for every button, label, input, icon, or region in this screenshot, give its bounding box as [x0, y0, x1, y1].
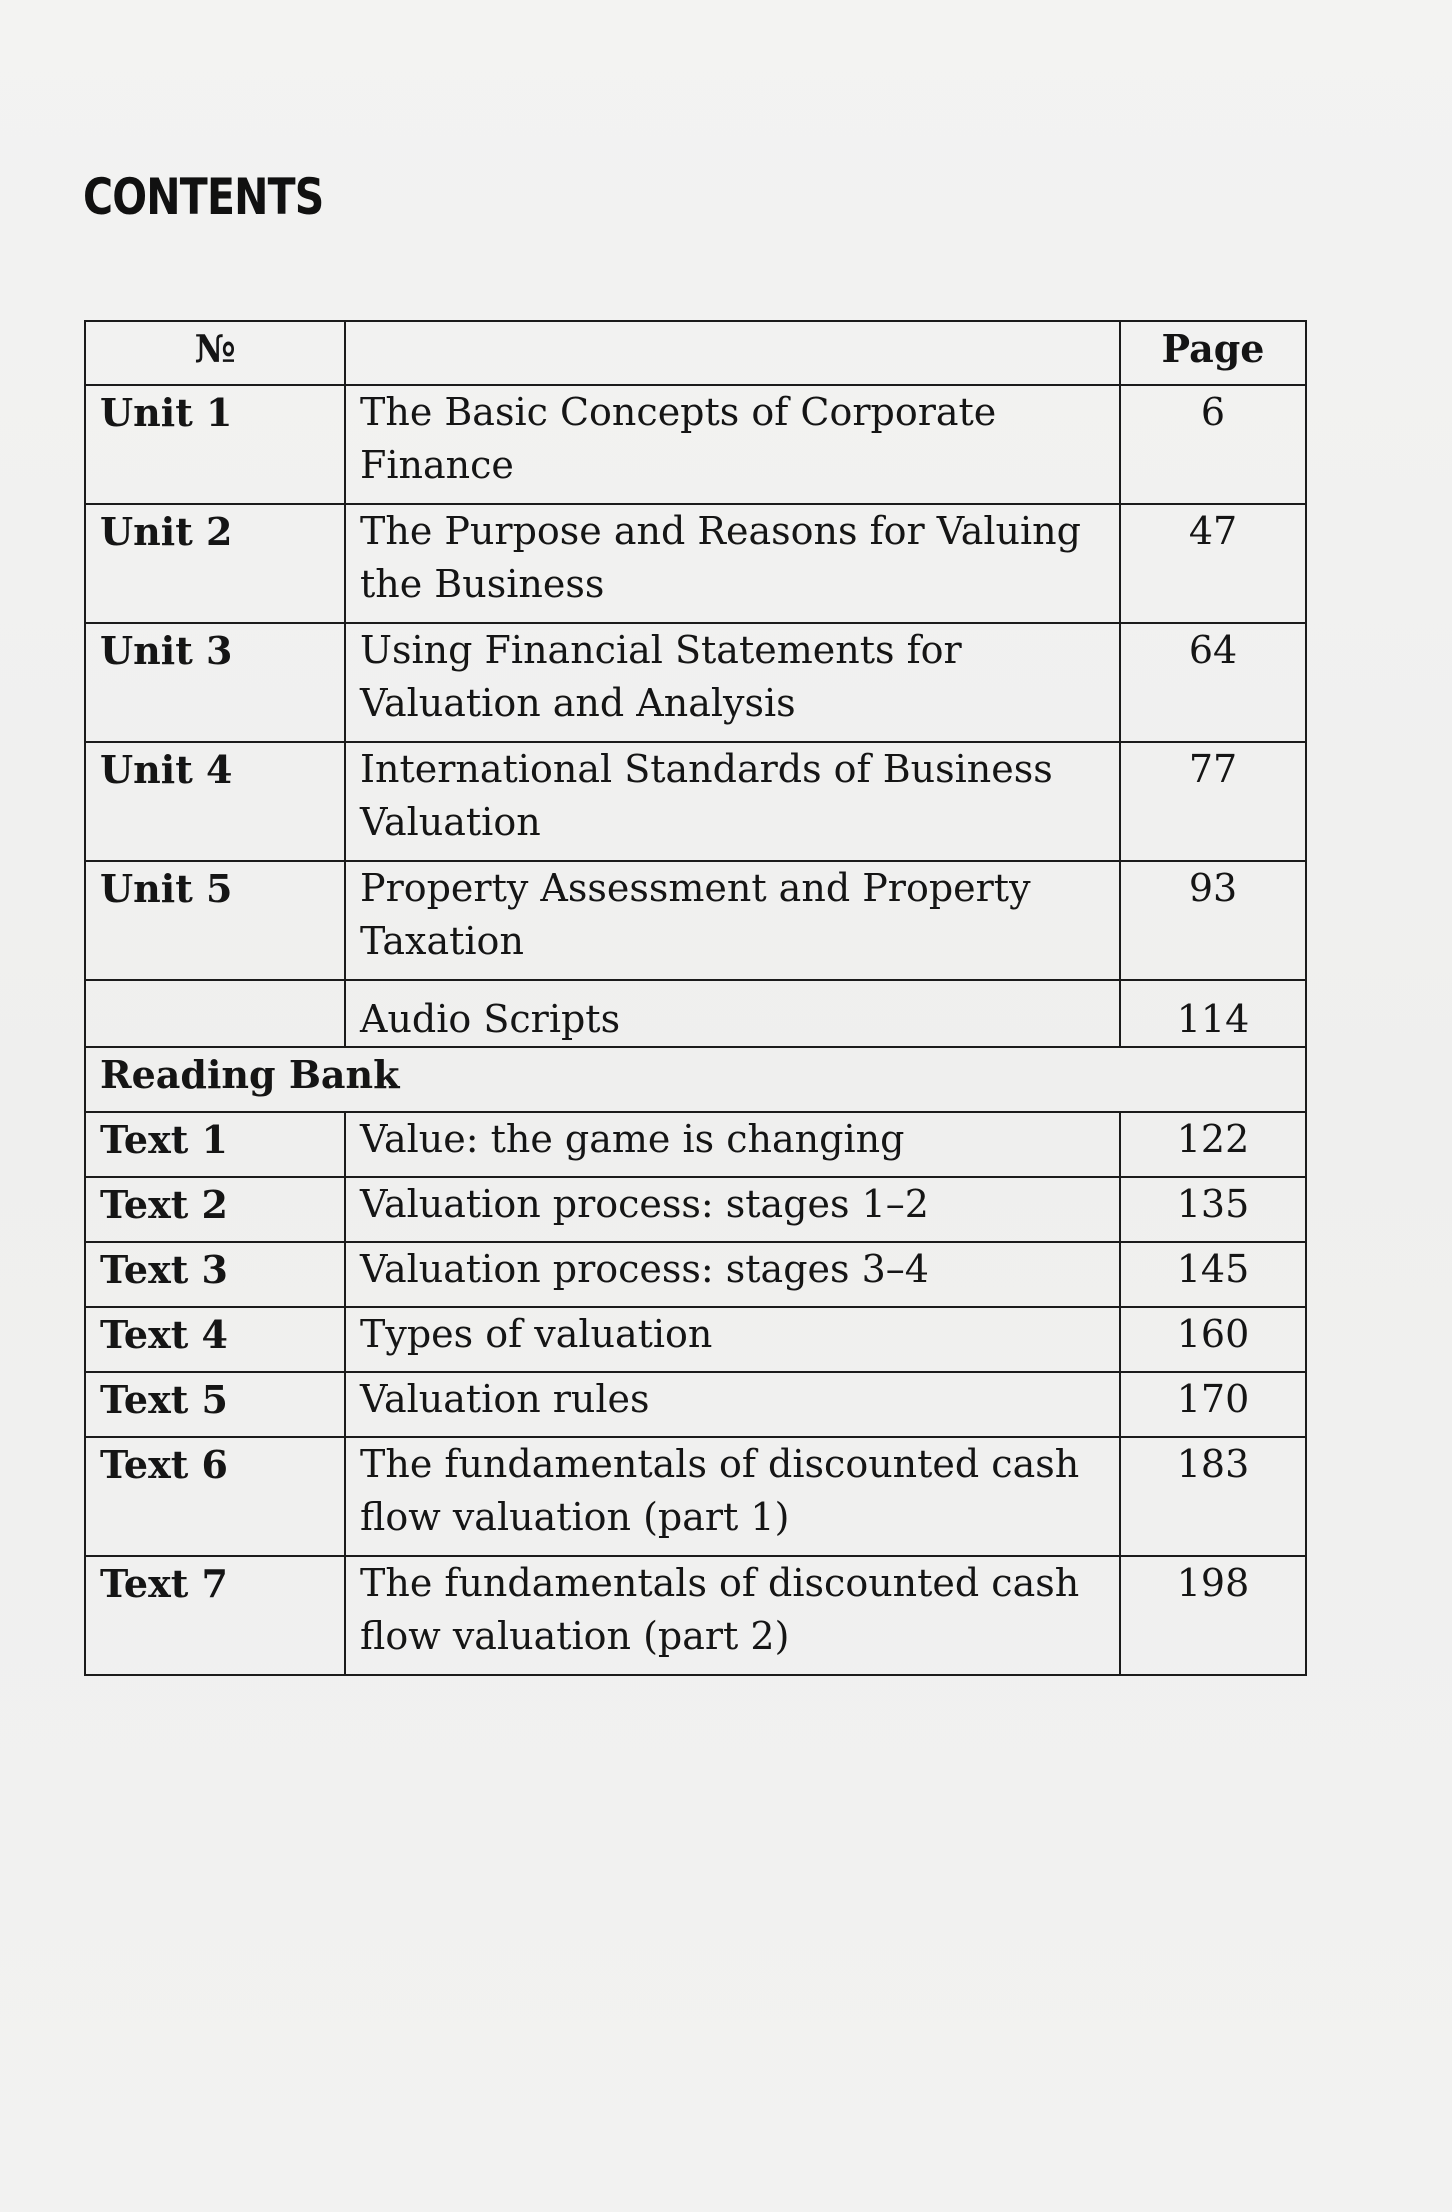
row-page: 170 [1120, 1372, 1306, 1437]
row-title: Value: the game is changing [345, 1112, 1120, 1177]
row-title: The Basic Concepts of Corporate Finance [345, 385, 1120, 504]
header-title [345, 321, 1120, 385]
row-title: The Purpose and Reasons for Valuing the Business [345, 504, 1120, 623]
row-label: Text 5 [85, 1372, 345, 1437]
table-row[interactable] [85, 742, 1306, 861]
table-row[interactable] [85, 1242, 1306, 1307]
row-title: Using Financial Statements for Valuation and Analysis [345, 623, 1120, 742]
row-title: Valuation process: stages 3–4 [345, 1242, 1120, 1307]
row-title: The fundamentals of discounted cash flow valuation (part 1) [345, 1437, 1120, 1556]
row-label [85, 980, 345, 1047]
row-title: Property Assessment and Property Taxation [345, 861, 1120, 980]
row-title: Valuation rules [345, 1372, 1120, 1437]
row-label: Unit 2 [85, 504, 345, 623]
section-row [85, 1047, 1306, 1112]
table-header-row [85, 321, 1306, 385]
row-label: Text 2 [85, 1177, 345, 1242]
row-label: Text 4 [85, 1307, 345, 1372]
row-page: 6 [1120, 385, 1306, 504]
row-label: Text 7 [85, 1556, 345, 1675]
row-label: Unit 5 [85, 861, 345, 980]
row-label: Text 1 [85, 1112, 345, 1177]
row-page: 93 [1120, 861, 1306, 980]
table-row[interactable] [85, 623, 1306, 742]
table-row[interactable] [85, 1556, 1306, 1675]
row-label: Unit 1 [85, 385, 345, 504]
table-row[interactable] [85, 1112, 1306, 1177]
table-row[interactable] [85, 1372, 1306, 1437]
row-page: 198 [1120, 1556, 1306, 1675]
row-label: Text 6 [85, 1437, 345, 1556]
row-page: 160 [1120, 1307, 1306, 1372]
table-row[interactable] [85, 1437, 1306, 1556]
page-title: CONTENTS [83, 168, 324, 226]
header-page: Page [1120, 321, 1306, 385]
section-label: Reading Bank [85, 1047, 1306, 1112]
row-page: 135 [1120, 1177, 1306, 1242]
contents-table [84, 320, 1307, 1676]
row-title: International Standards of Business Valuation [345, 742, 1120, 861]
table-row[interactable] [85, 1307, 1306, 1372]
table-row[interactable] [85, 861, 1306, 980]
row-page: 145 [1120, 1242, 1306, 1307]
row-page: 47 [1120, 504, 1306, 623]
header-number: № [85, 321, 345, 385]
row-title: Types of valuation [345, 1307, 1120, 1372]
row-label: Text 3 [85, 1242, 345, 1307]
row-page: 122 [1120, 1112, 1306, 1177]
table-row[interactable] [85, 385, 1306, 504]
row-label: Unit 3 [85, 623, 345, 742]
table-row[interactable] [85, 980, 1306, 1047]
row-title: Valuation process: stages 1–2 [345, 1177, 1120, 1242]
row-page: 77 [1120, 742, 1306, 861]
row-page: 183 [1120, 1437, 1306, 1556]
row-page: 114 [1120, 980, 1306, 1047]
row-title: The fundamentals of discounted cash flow valuation (part 2) [345, 1556, 1120, 1675]
table-row[interactable] [85, 1177, 1306, 1242]
row-page: 64 [1120, 623, 1306, 742]
row-title: Audio Scripts [345, 980, 1120, 1047]
row-label: Unit 4 [85, 742, 345, 861]
table-row[interactable] [85, 504, 1306, 623]
